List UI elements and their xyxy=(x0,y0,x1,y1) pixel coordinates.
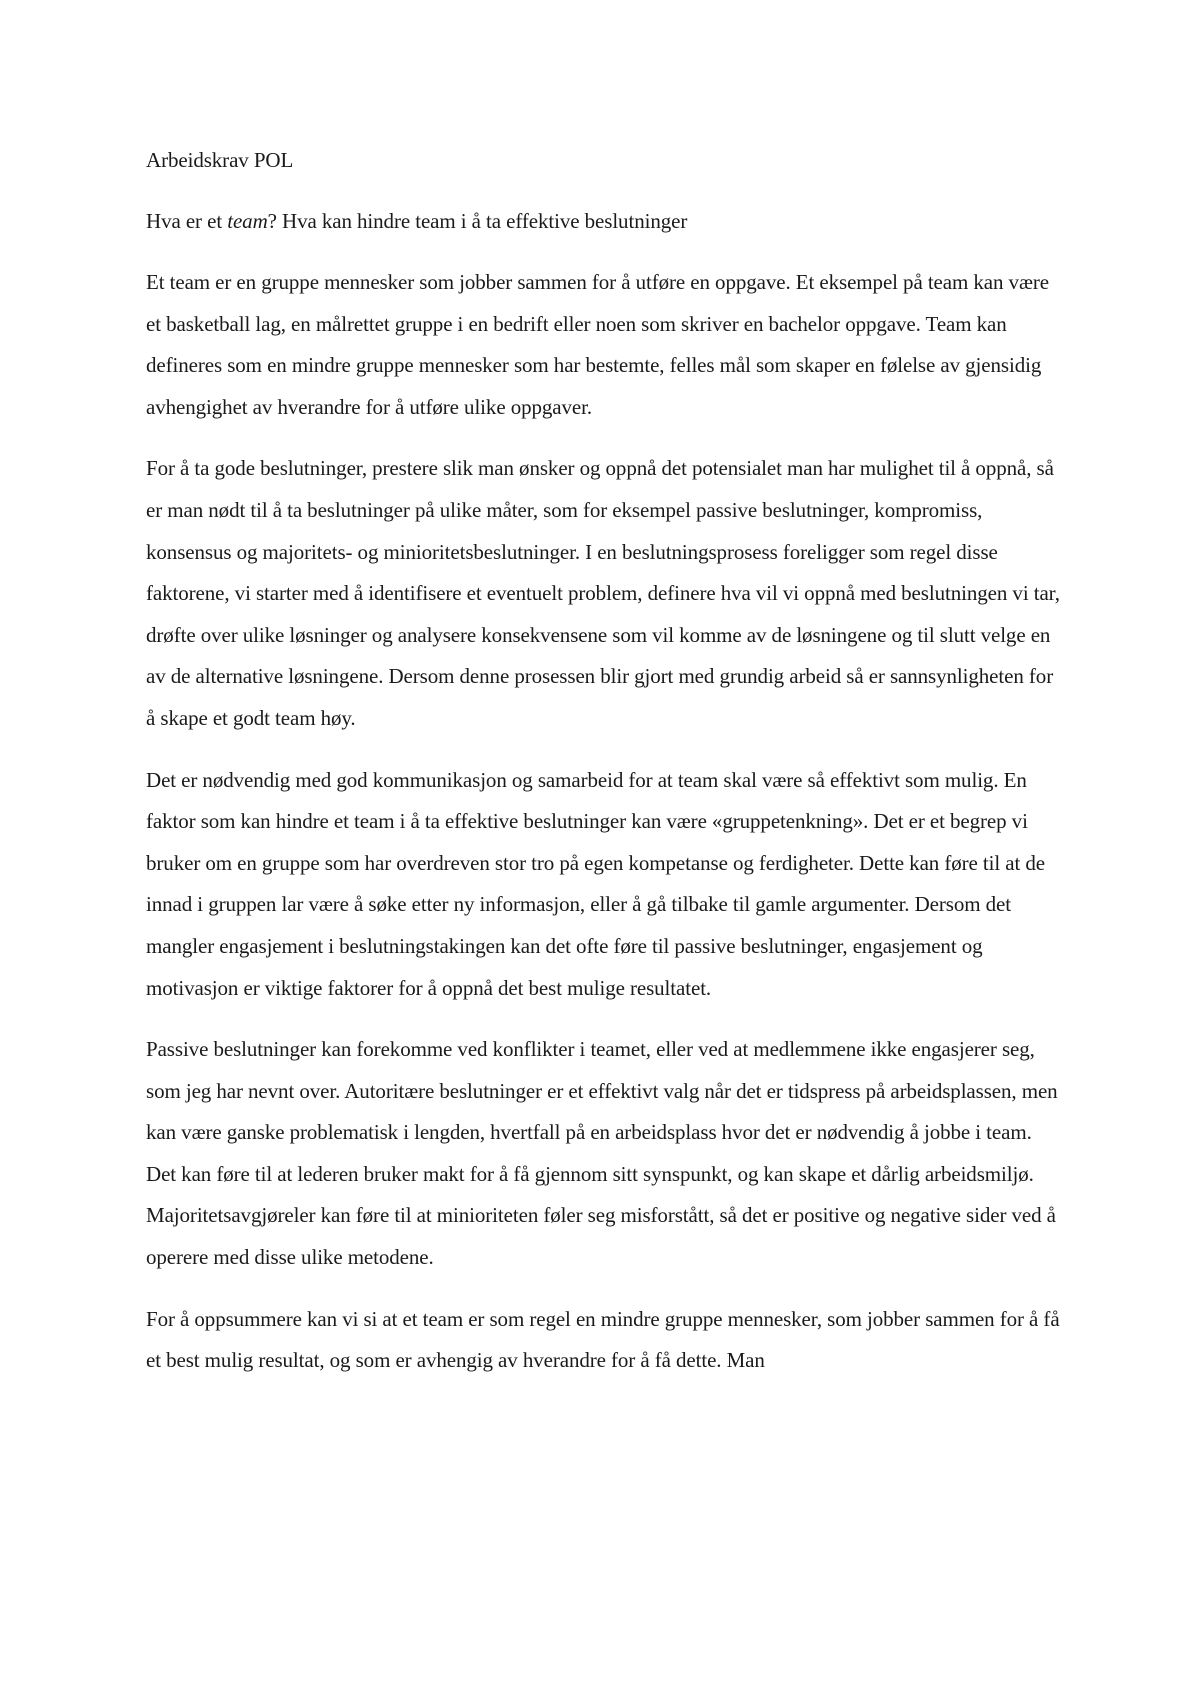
document-title: Arbeidskrav POL xyxy=(146,148,294,172)
paragraph-5: For å oppsummere kan vi si at et team er som regel en mindre gruppe mennesker, som jobber sammen for å få et best mulig resultat, og som er avhengig av hverandre for å få dette. Man xyxy=(146,1306,1060,1373)
paragraph-2: For å ta gode beslutninger, prestere slik man ønsker og oppnå det potensialet man har mulighet til å oppnå, så er man nødt til å ta beslutninger på ulike måter, som for eksempel passive beslutninger, kompromiss, konsensus og majoritets- og minioritetsbeslutninger. I en beslutningsprosess foreligger som regel disse faktorene, vi starter med å identifisere et eventuelt problem, definere hva vil vi oppnå med beslutningen vi tar, drøfte over ulike løsninger og analysere konsekvensene som vil komme av de løsningene og til slutt velge en av de alternative løsningene. Dersom denne prosessen blir gjort med grundig arbeid så er sannsynligheten for å skape et godt team høy. xyxy=(146,456,1060,730)
question-text-after: ? Hva kan hindre team i å ta effektive beslutninger xyxy=(267,209,688,233)
question-heading xyxy=(146,201,1066,241)
paragraph-1: Et team er en gruppe mennesker som jobber sammen for å utføre en oppgave. Et eksempel på team kan være et basketball lag, en målrettet gruppe i en bedrift eller noen som skriver en bachelor oppgave. Team kan defineres som en mindre gruppe mennesker som har bestemte, felles mål som skaper en følelse av gjensidig avhengighet av hverandre for å utføre ulike oppgaver. xyxy=(146,270,1049,419)
document-page xyxy=(146,140,1066,1402)
paragraph-4: Passive beslutninger kan forekomme ved konflikter i teamet, eller ved at medlemmene ikke engasjerer seg, som jeg har nevnt over. Autoritære beslutninger er et effektivt valg når det er tidspress på arbeidsplassen, men kan være ganske problematisk i lengden, hvertfall på en arbeidsplass hvor det er nødvendig å jobbe i team. Det kan føre til at lederen bruker makt for å få gjennom sitt synspunkt, og kan skape et dårlig arbeidsmiljø. Majoritetsavgjøreler kan føre til at minioriteten føler seg misforstått, så det er positive og negative sider ved å operere med disse ulike metodene. xyxy=(146,1037,1058,1270)
question-emphasis: team xyxy=(227,209,268,233)
question-text-before: Hva er et xyxy=(146,209,228,233)
paragraph-3: Det er nødvendig med god kommunikasjon og samarbeid for at team skal være så effektivt som mulig. En faktor som kan hindre et team i å ta effektive beslutninger kan være «gruppetenkning». Det er et begrep vi bruker om en gruppe som har overdreven stor tro på egen kompetanse og ferdigheter. Dette kan føre til at de innad i gruppen lar være å søke etter ny informasjon, eller å gå tilbake til gamle argumenter. Dersom det mangler engasjement i beslutningstakingen kan det ofte føre til passive beslutninger, engasjement og motivasjon er viktige faktorer for å oppnå det best mulige resultatet. xyxy=(146,767,1045,1000)
